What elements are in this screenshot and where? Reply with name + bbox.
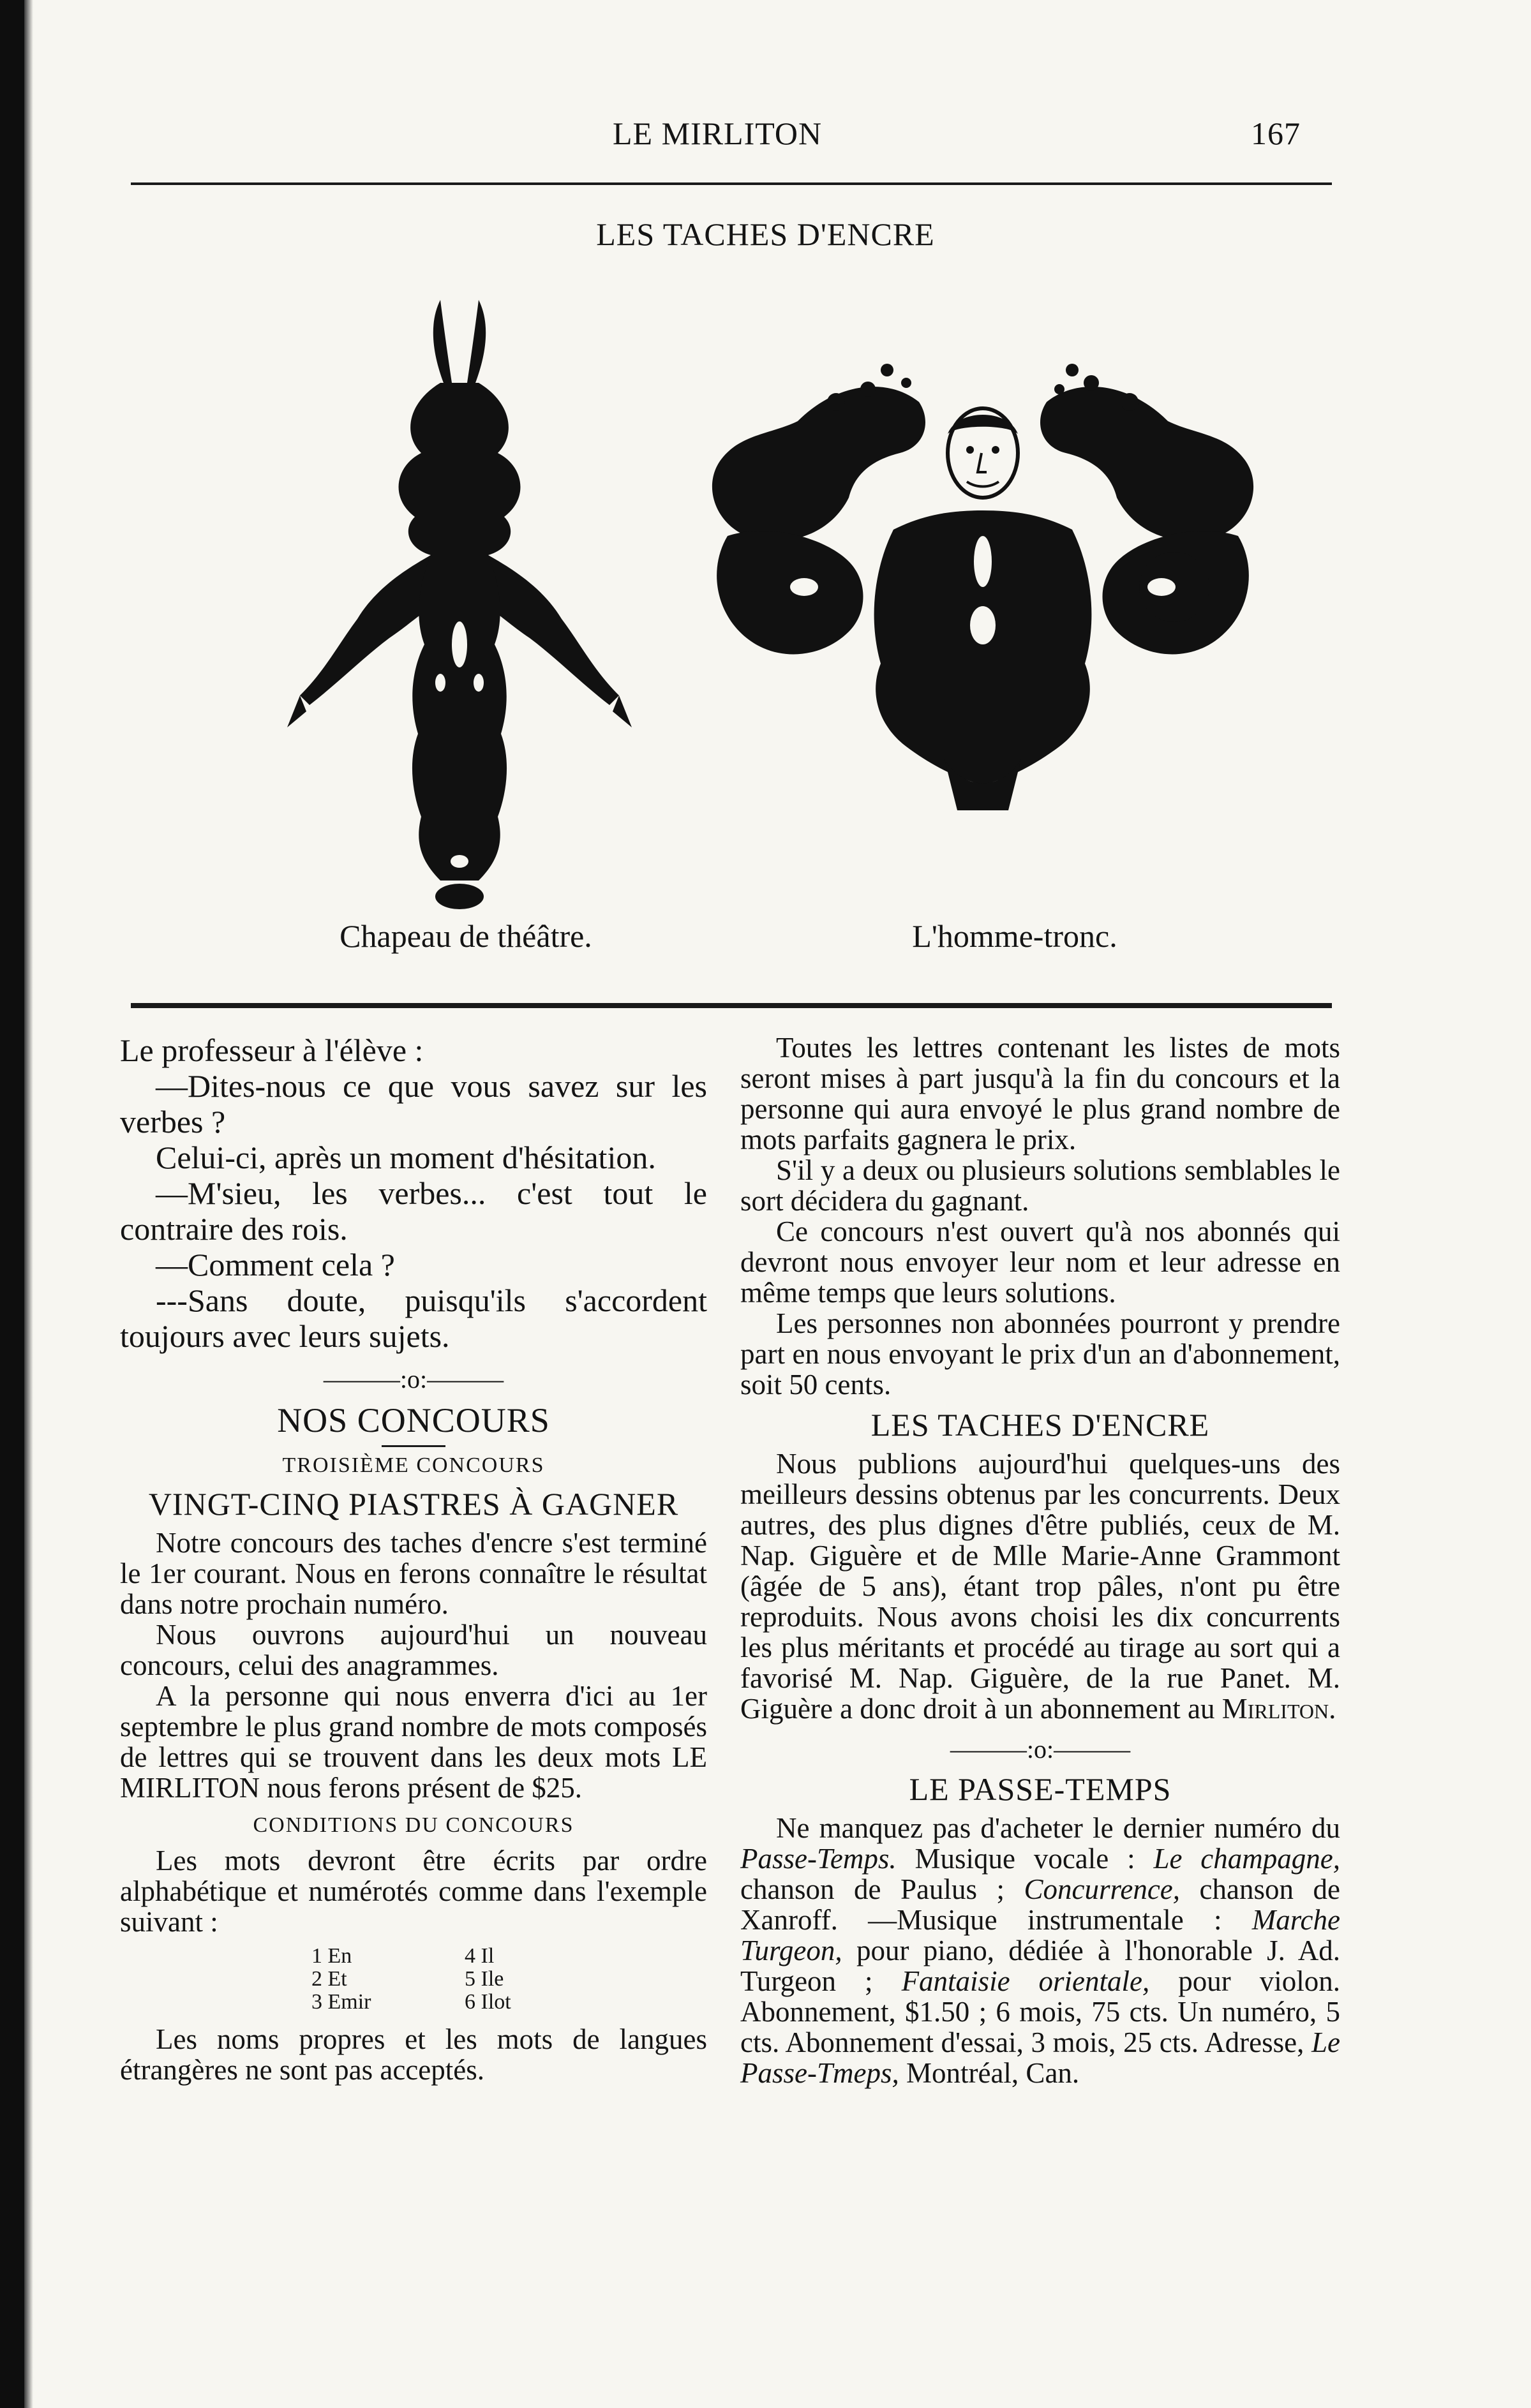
anecdote-line: ---Sans doute, puisqu'ils s'accordent toujours avec leurs sujets. [120, 1282, 707, 1354]
anecdote-line: Le professeur à l'élève : [120, 1032, 424, 1068]
heading-passe-temps: LE PASSE-TEMPS [909, 1771, 1172, 1807]
mirliton-word: Mirliton. [1221, 1693, 1336, 1725]
example-item: 6 Ilot [465, 1990, 511, 2014]
paragraph: Nous ouvrons aujourd'hui un nouveau concours, celui des anagrammes. [120, 1619, 707, 1681]
italic-run: Le Passe-Tmeps, [740, 2026, 1340, 2089]
text-run: pour piano, dédiée à l'honorable J. Ad. Turgeon ; [740, 1935, 1341, 1997]
text-run: Ne manquez pas d'acheter le dernier numéro du [776, 1812, 1340, 1844]
taches-text: Nous publions aujourd'hui quelques-uns des meilleurs dessins obtenus par les concurrents. Deux autres, des plus dignes d'être publiés, ceux de M. Nap. Giguère et de Mlle Marie-Anne Grammont (âgée de 5 ans), étant trop pâles, n'ont pu être reproduits. Nous avons choisi les dix concurrents les plus méritants et procédé au tirage au sort qui a favorisé M. Nap. Giguère, de la rue Panet. M. Giguère a donc droit à un abonnement au [740, 1448, 1340, 1725]
short-rule [382, 1445, 445, 1447]
conditions-text: Les mots devront être écrits par ordre alphabétique et numérotés comme dans l'exemple suivant : [120, 1845, 707, 1938]
heading-taches-dencre: LES TACHES D'ENCRE [870, 1407, 1210, 1443]
figure-caption-hat: Chapeau de théâtre. [340, 918, 592, 954]
separator: ———:o:——— [950, 1735, 1131, 1764]
scan-edge [0, 0, 24, 2408]
example-item: 2 Et [311, 1967, 347, 1991]
italic-run: Le champagne, [1153, 1843, 1340, 1875]
conditions-heading: CONDITIONS DU CONCOURS [253, 1813, 574, 1837]
example-item: 5 Ile [465, 1967, 504, 1991]
paragraph: Toutes les lettres contenant les listes de mots seront mises à part jusqu'à la fin du concours et la personne qui aura envoyé le plus grand nombre de mots parfaits gagnera le prix. [740, 1032, 1340, 1156]
text-run: Montréal, Can. [906, 2057, 1080, 2089]
right-column [740, 1032, 1340, 2088]
text-run: Musique vocale : [915, 1843, 1135, 1875]
ink-blot-man-icon [676, 345, 1289, 829]
text-run: chanson de Xanroff. —Musique instrumentale : [740, 1873, 1340, 1936]
paragraph [740, 1448, 1340, 1724]
italic-run: Marche Turgeon, [740, 1904, 1341, 1966]
figures-rule [131, 1003, 1332, 1008]
prize-heading: VINGT-CINQ PIASTRES À GAGNER [148, 1486, 679, 1522]
anecdote-line: Celui-ci, après un moment d'hésitation. [156, 1140, 656, 1175]
subheading-troisieme-concours: TROISIÈME CONCOURS [282, 1453, 545, 1477]
heading-nos-concours: NOS CONCOURS [277, 1401, 550, 1439]
italic-run: Passe-Temps. [740, 1843, 897, 1875]
anecdote-line: —Dites-nous ce que vous savez sur les verbes ? [120, 1068, 707, 1140]
example-item: 3 Emir [311, 1990, 371, 2014]
text-run: chanson de Paulus ; [740, 1873, 1004, 1905]
paragraph: A la personne qui nous enverra d'ici au 1er septembre le plus grand nombre de mots composés de lettres qui se trouvent dans les deux mots LE MIRLITON nous ferons présent de $25. [120, 1680, 707, 1804]
example-item: 1 En [311, 1944, 352, 1968]
paragraph: Ce concours n'est ouvert qu'à nos abonnés qui devront nous envoyer leur nom et leur adresse en même temps que leurs solutions. [740, 1215, 1340, 1309]
anecdote-line: —M'sieu, les verbes... c'est tout le contraire des rois. [120, 1175, 707, 1247]
section-title: LES TACHES D'ENCRE [596, 216, 935, 252]
text-run: pour violon. Abonnement, $1.50 ; 6 mois, 75 cts. Un numéro, 5 cts. Abonnement d'essai, 3 mois, 25 cts. Adresse, [740, 1965, 1341, 2058]
anecdote-line: —Comment cela ? [156, 1247, 395, 1282]
example-item: 4 Il [465, 1944, 495, 1968]
paragraph: Les personnes non abonnées pourront y prendre part en nous envoyant le prix d'un an d'abonnement, soit 50 cents. [740, 1307, 1340, 1401]
italic-run: Concurrence, [1024, 1873, 1181, 1905]
page-number: 167 [1251, 115, 1301, 151]
figure-caption-man: L'homme-tronc. [912, 918, 1117, 954]
scan-edge-shadow [24, 0, 33, 2408]
paragraph: S'il y a deux ou plusieurs solutions semblables le sort décidera du gagnant. [740, 1154, 1340, 1217]
paragraph: Notre concours des taches d'encre s'est terminé le 1er courant. Nous en ferons connaître le résultat dans notre prochain numéro. [120, 1527, 707, 1620]
closing-paragraph: Les noms propres et les mots de langues étrangères ne sont pas acceptés. [120, 2023, 707, 2086]
italic-run: Fantaisie orientale, [901, 1965, 1150, 1997]
passe-temps-paragraph [740, 1813, 1340, 2088]
running-title: LE MIRLITON [613, 115, 823, 151]
example-list [311, 1945, 707, 2014]
separator: ———:o:——— [323, 1365, 504, 1394]
header-rule [131, 182, 1332, 185]
left-column [120, 1032, 707, 2085]
ink-blot-hat-icon [249, 287, 670, 925]
